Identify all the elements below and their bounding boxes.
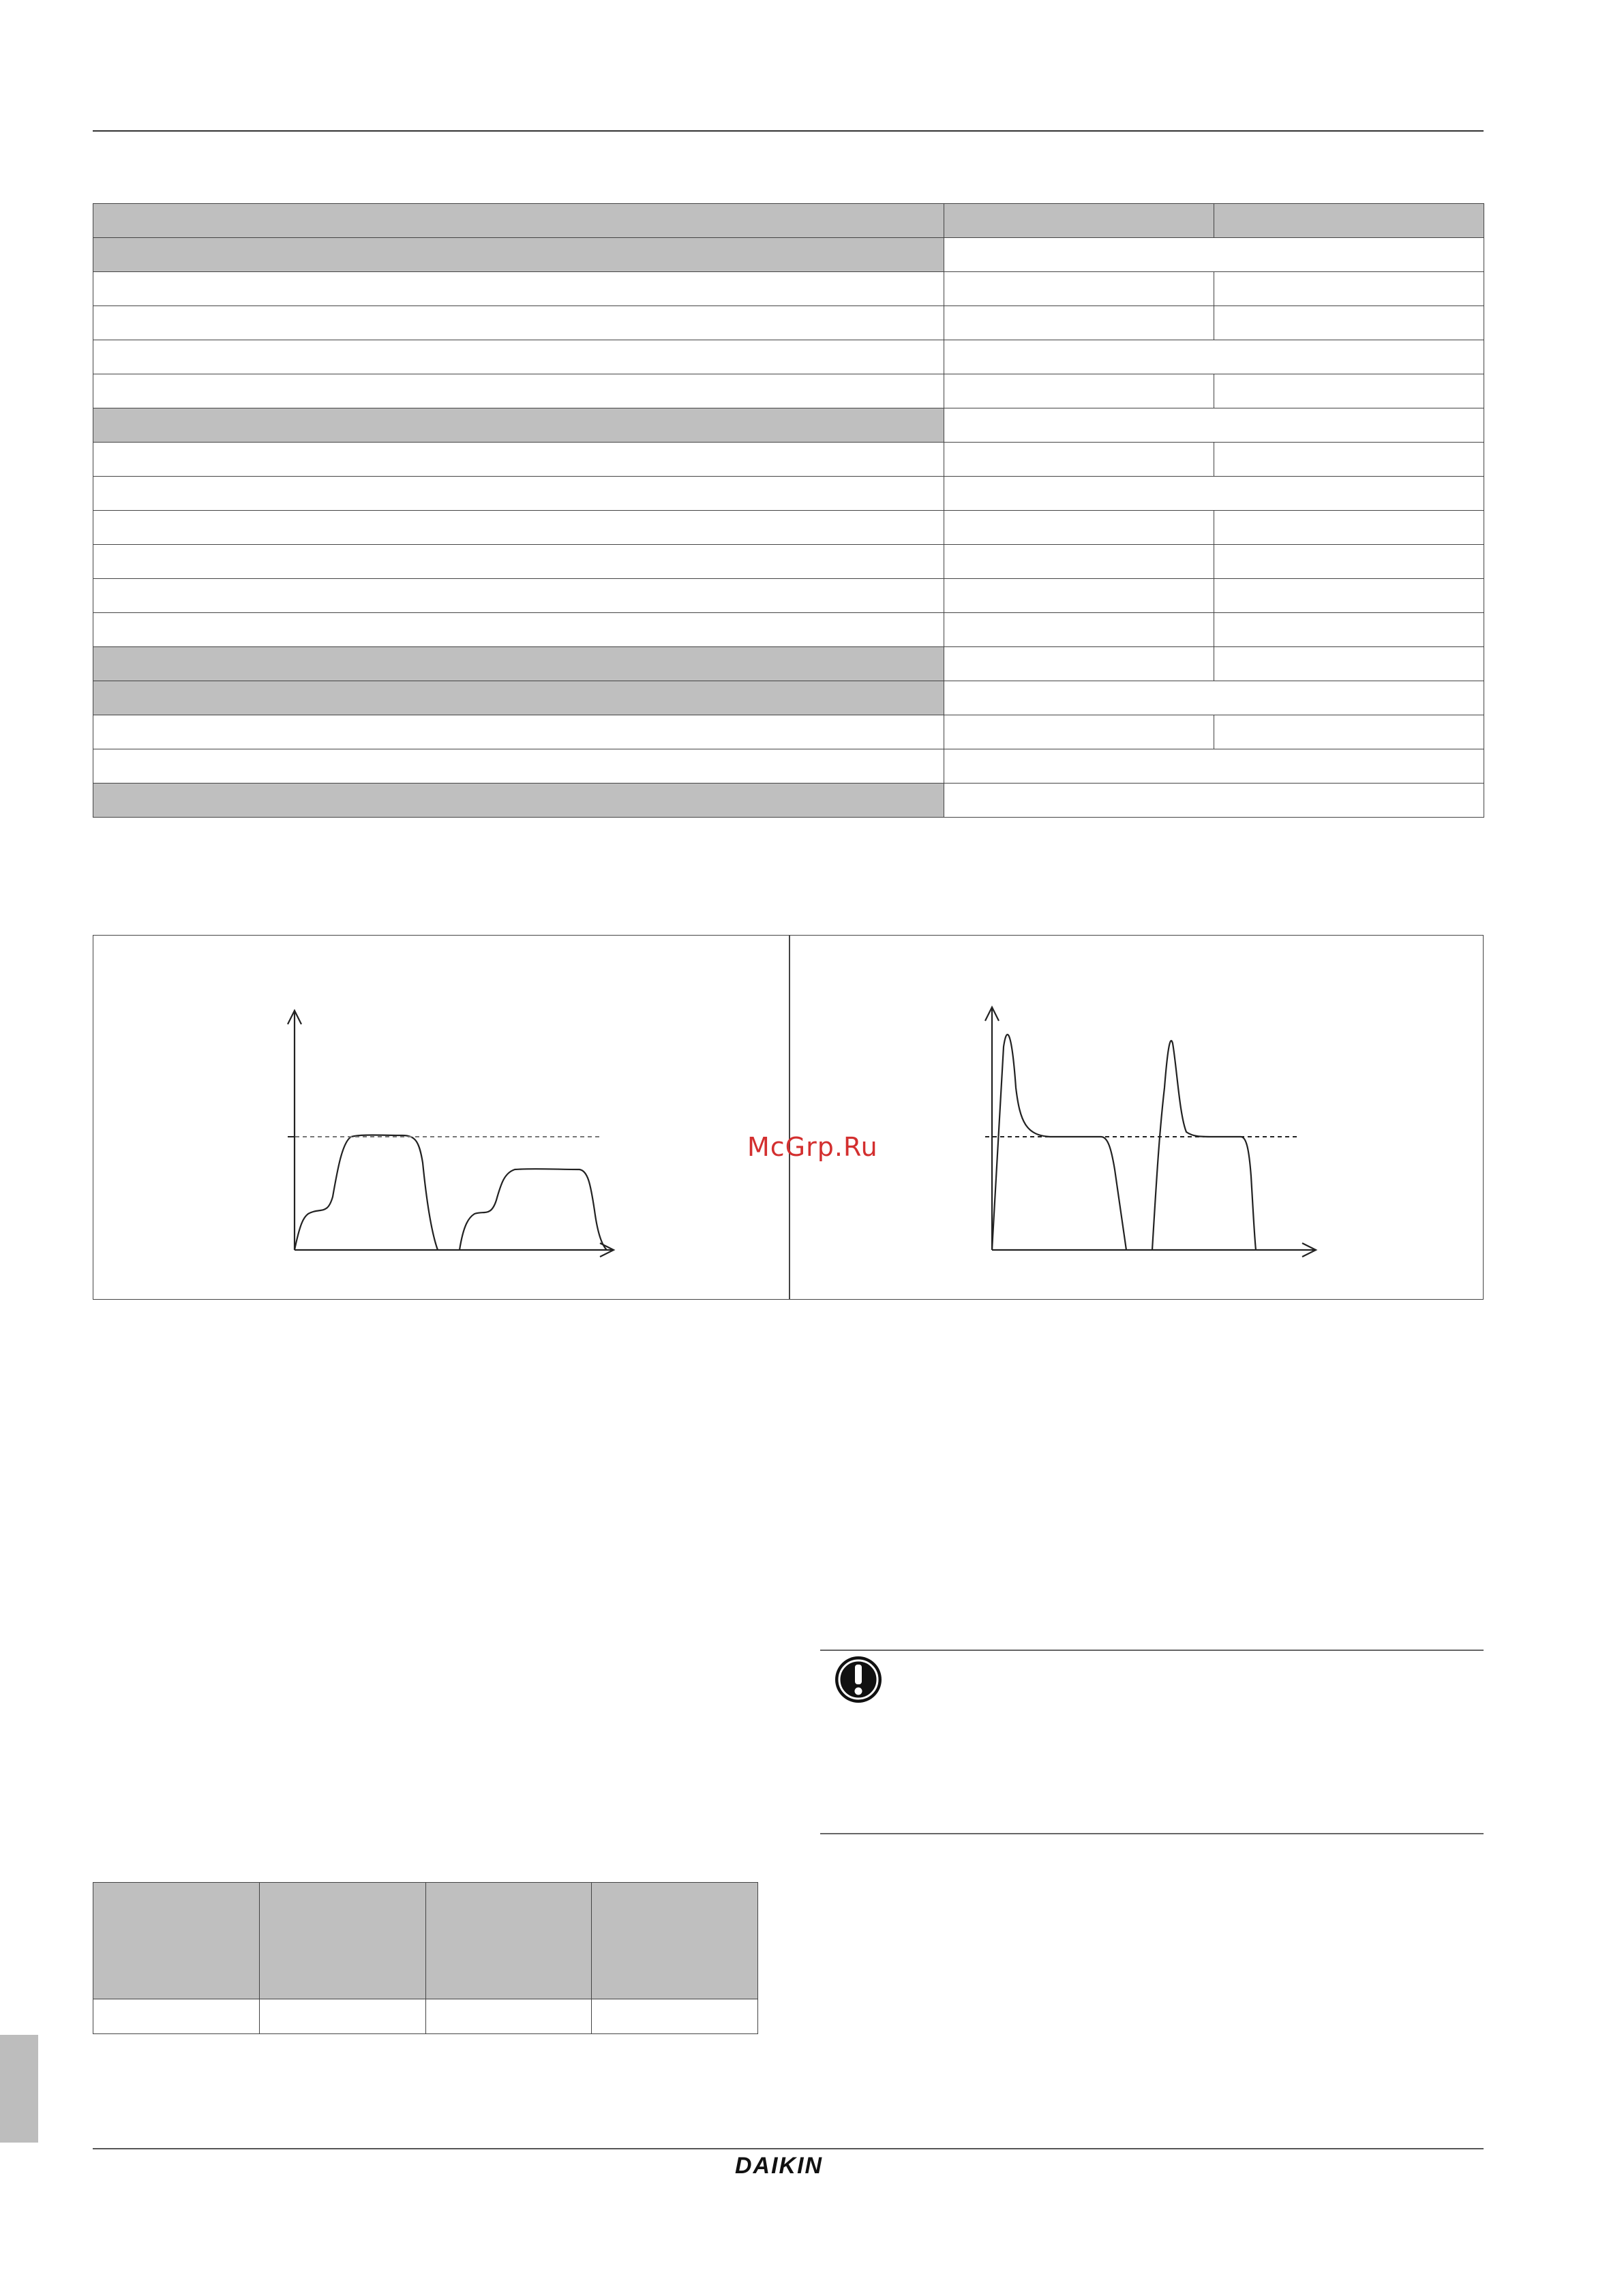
header-rule [93,130,1484,132]
table-row [93,545,1484,579]
table-row [93,477,1484,511]
table-row [93,579,1484,613]
warning-icon [833,1654,884,1705]
table-row [93,374,1484,408]
table-row [93,408,1484,443]
table-row [93,715,1484,749]
spike-curve-1 [992,1034,1126,1250]
table-row [93,647,1484,681]
notice-top-rule [820,1650,1484,1651]
table-row [93,204,1484,238]
watermark: McGrp.Ru [747,1132,878,1162]
daikin-logo: DAIKIN [735,2153,824,2179]
table-row [93,340,1484,374]
left-curve-diagram [95,938,787,1297]
table-row [93,681,1484,715]
small-table [93,1882,758,2034]
table-row [93,272,1484,306]
pulse-curve-2 [460,1169,607,1250]
table-row [93,511,1484,545]
figure-divider [789,935,790,1300]
spike-curve-2 [1152,1041,1256,1250]
table-row [93,784,1484,818]
table-row [93,306,1484,340]
footer-rule [93,2148,1484,2149]
right-curve-diagram [791,938,1482,1297]
table-row [93,749,1484,784]
notice-bottom-rule [820,1833,1484,1834]
table-row [93,1999,758,2034]
table-header-row [93,1883,758,1999]
pulse-curve-1 [295,1135,438,1251]
table-row [93,238,1484,272]
table-row [93,613,1484,647]
specification-table [93,203,1484,818]
side-section-tab [0,2035,38,2143]
table-row [93,443,1484,477]
